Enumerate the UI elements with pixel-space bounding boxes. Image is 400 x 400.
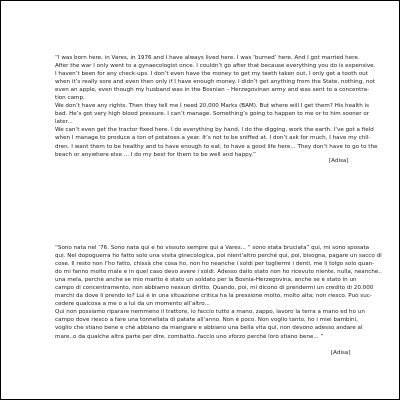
testimony-line: beach or anywhere else ... I do my best for them to be well and happy.” [55,151,256,158]
testimony-line: “Sono nata nel ’76. Sono nata qui e ho vissuto sempre qui a Vares... “ sono stata bruciata” qui, mi sono sposata [55,245,370,251]
english-testimony [55,54,378,159]
testimony-line: even an apple, even though my husband was in the Bosnian – Herzegovinan army and was sent to a concentra- [55,87,370,94]
testimony-line: I haven’t been for any check-ups. I don’t even have the money to get my teeth taken out, I only get a tooth out [55,71,368,78]
testimony-line: marchi da dove li prendo io? Lui è in una situazione critica ha la pressione molto, molto alta; non riesco. Può suc- [55,293,372,300]
testimony-line: cose. Il resto non l’ho fatto, chissà che cosa ho, non ho neanche i soldi per togliermi i denti, me li tolgo solo quan- [55,261,375,268]
testimony-line: when it’s really sore and even then only if I have enough money. I didn’t get anything from the State, nothing, not [55,79,375,86]
testimony-line: We don’t have any rights. Then they tell me I need 20,000 Marks (BAM). But where will I get them? His health is [55,103,369,110]
english-attribution: [Adisa] [329,158,349,164]
testimony-line: do mi fanno molto male e in quel caso devo avere i soldi. Adesso dallo stato non ho ricevuto niente, nulla, neanche.. [55,269,382,276]
testimony-line: mare..o da qualche altra parte per dire, combatto..faccio uno sforzo perché loro stiano bene... ” [55,333,324,340]
testimony-line: voglio che stiano bene e chè abbiano da mangiare e abbiano una bella vita qui, non devono adesso andare al [55,325,363,332]
testimony-line: qui. Nel dopoguerra ho fatto solo una visita ginecologica, poi nient’altro perché qui, poi, bisogna, pagare un sacco di [55,253,382,260]
testimony-line: After the war I only went to a gynaecologist once. I couldn’t go after that because everything you do is expensive. [55,63,376,70]
testimony-line: dren. I want them to be healthy and to have enough to eat, to have a good life here... They don’t have to go to the [55,143,378,150]
italian-attribution: [Adisa] [331,350,351,356]
testimony-line: campo dove riesco a fare una tonnellata di patate all’anno. Non è poco. Non voglio tanto, ho i miei bambini, [55,317,358,324]
testimony-line: campo di concentramento, non abbiamo nessun diritto. Quando, poi, mi dicono di prendermi un credito di 20.000 [55,285,374,292]
testimony-line: Qui non possiamo riparare nemmeno il trattore, io faccio tutto a mano, zappo, lavoro la terra a mano ed ho un [55,309,365,316]
italian-testimony [55,244,382,341]
testimony-line: tion camp. [55,95,85,102]
testimony-line: una mela, perchè anche se mio marito è stato un soldato per la Bosnia-Herzegovina, anche se è stato in un [55,277,357,284]
testimony-line: bad. He’s got very high blood pressure. I can’t manage. Something’s going to happen to me or to him sooner or [55,111,370,118]
testimony-line: We can’t even get the tractor fixed here. I do everything by hand, I do the digging, work the earth. I’ve got a field [55,127,374,134]
testimony-line: cedere qualcosa a me o a lui da un momento all’altro... [55,301,210,308]
testimony-line: when I manage to produce a ton of potatoes a year. It’s not to be sniffed at. I don’t ask for much, I have my chil- [55,135,371,142]
testimony-line: later... [55,119,73,126]
testimony-line: “I was born here, in Vares, in 1976 and I have always lived here. I was ‘burned’ here. And I got married here. [55,55,360,61]
